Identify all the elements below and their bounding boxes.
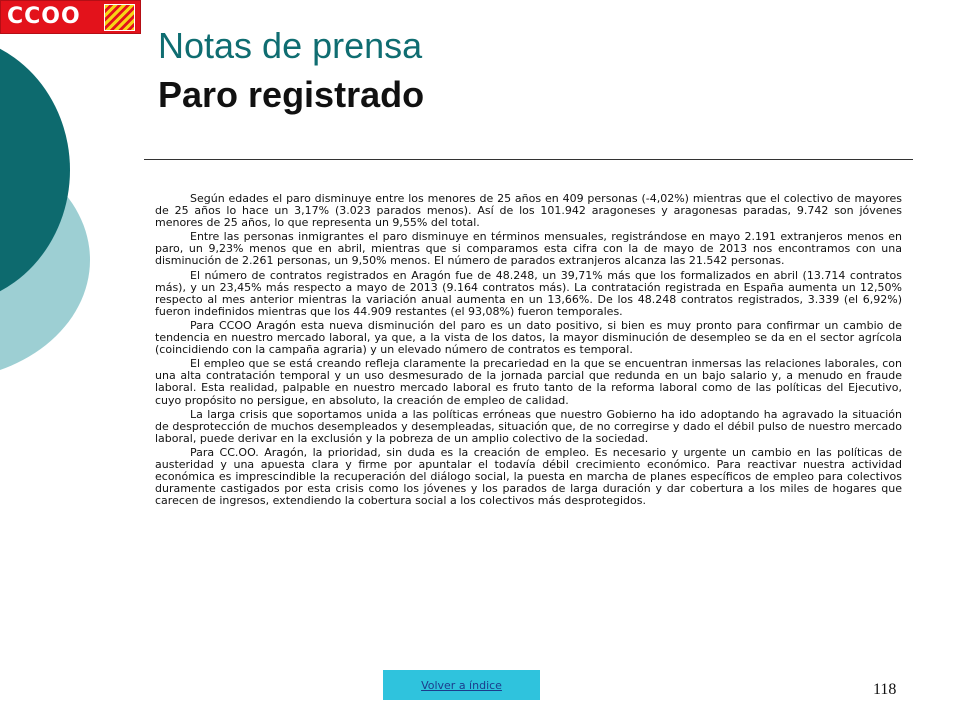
title-divider xyxy=(144,159,913,160)
paragraph: El empleo que se está creando refleja claramente la precariedad en la que se encuentran inmersas las relaciones laborales, con una alta contratación temporal y un uso desmesurado de la jornada parcial que redunda en un bajo salario y, a menudo en fraude laboral. Esta realidad, palpable en nuestro mercado laboral es fruto tanto de la reforma laboral como de las políticas del Ejecutivo, cuyo propósito no persigue, en absoluto, la creación de empleo de calidad. xyxy=(155,357,902,407)
aragon-flag-icon xyxy=(104,4,135,31)
back-to-index-link[interactable]: Volver a índice xyxy=(383,670,540,700)
article-body xyxy=(155,193,902,509)
paragraph: El número de contratos registrados en Aragón fue de 48.248, un 39,71% más que los formalizados en abril (13.714 contratos más), y un 23,45% más respecto a mayo de 2013 (9.164 contratos más). La contratación registrada en España aumenta un 12,50% respecto al mes anterior mientras la variación anual aumenta en un 13,66%. De los 48.248 contratos registrados, 3.339 (el 6,92%) fueron indefinidos mientras que los 44.909 restantes (el 93,08%) fueron temporales. xyxy=(155,268,902,318)
page-title: Notas de prensa xyxy=(158,25,423,66)
paragraph: Entre las personas inmigrantes el paro disminuye en términos mensuales, registrándose en mayo 2.191 extranjeros menos en paro, un 9,23% menos que en abril, mientras que si comparamos esta cifra con la de mayo de 2013 nos encontramos con una disminución de 2.261 personas, un 9,50% menos. El número de parados extranjeros alcanza las 21.542 personas. xyxy=(155,230,902,268)
dark-teal-circle xyxy=(0,35,70,305)
logo-text: CCOO xyxy=(7,4,81,29)
decorative-circles xyxy=(0,0,160,380)
page-subtitle: Paro registrado xyxy=(158,74,425,115)
paragraph: Para CCOO Aragón esta nueva disminución del paro es un dato positivo, si bien es muy pronto para confirmar un cambio de tendencia en nuestro mercado laboral, ya que, a la vista de los datos, la mayor disminución de desempleo se da en el sector agrícola (coincidiendo con la campaña agraria) y un elevado número de contratos es temporal. xyxy=(155,318,902,357)
page-number: 118 xyxy=(873,681,897,698)
light-teal-circle xyxy=(0,140,90,380)
paragraph: La larga crisis que soportamos unida a las políticas erróneas que nuestro Gobierno ha ido adoptando ha agravado la situación de desprotección de muchos desempleados y desempleadas, situación que, de no corregirse y dado el débil pulso de nuestro mercado laboral, puede derivar en la exclusión y la pobreza de un amplio colectivo de la sociedad. xyxy=(155,407,902,445)
ccoo-logo xyxy=(0,0,141,34)
paragraph: Según edades el paro disminuye entre los menores de 25 años en 409 personas (-4,02%) mientras que el colectivo de mayores de 25 años lo hace un 3,17% (3.023 parados menos). Así de los 101.942 aragoneses y aragonesas paradas, 9.742 son jóvenes menores de 25 años, lo que representa un 9,55% del total. xyxy=(155,192,902,230)
paragraph: Para CC.OO. Aragón, la prioridad, sin duda es la creación de empleo. Es necesario y urgente un cambio en las políticas de austeridad y una apuesta clara y firme por apuntalar el todavía débil crecimiento económico. Para reactivar nuestra actividad económica es imprescindible la recuperación del diálogo social, la puesta en marcha de planes específicos de empleo para colectivos duramente castigados por esta crisis como los jóvenes y los parados de larga duración y dar cobertura a los miles de hogares que carecen de ingresos, extendiendo la cobertura social a los colectivos más desprotegidos. xyxy=(155,445,902,508)
